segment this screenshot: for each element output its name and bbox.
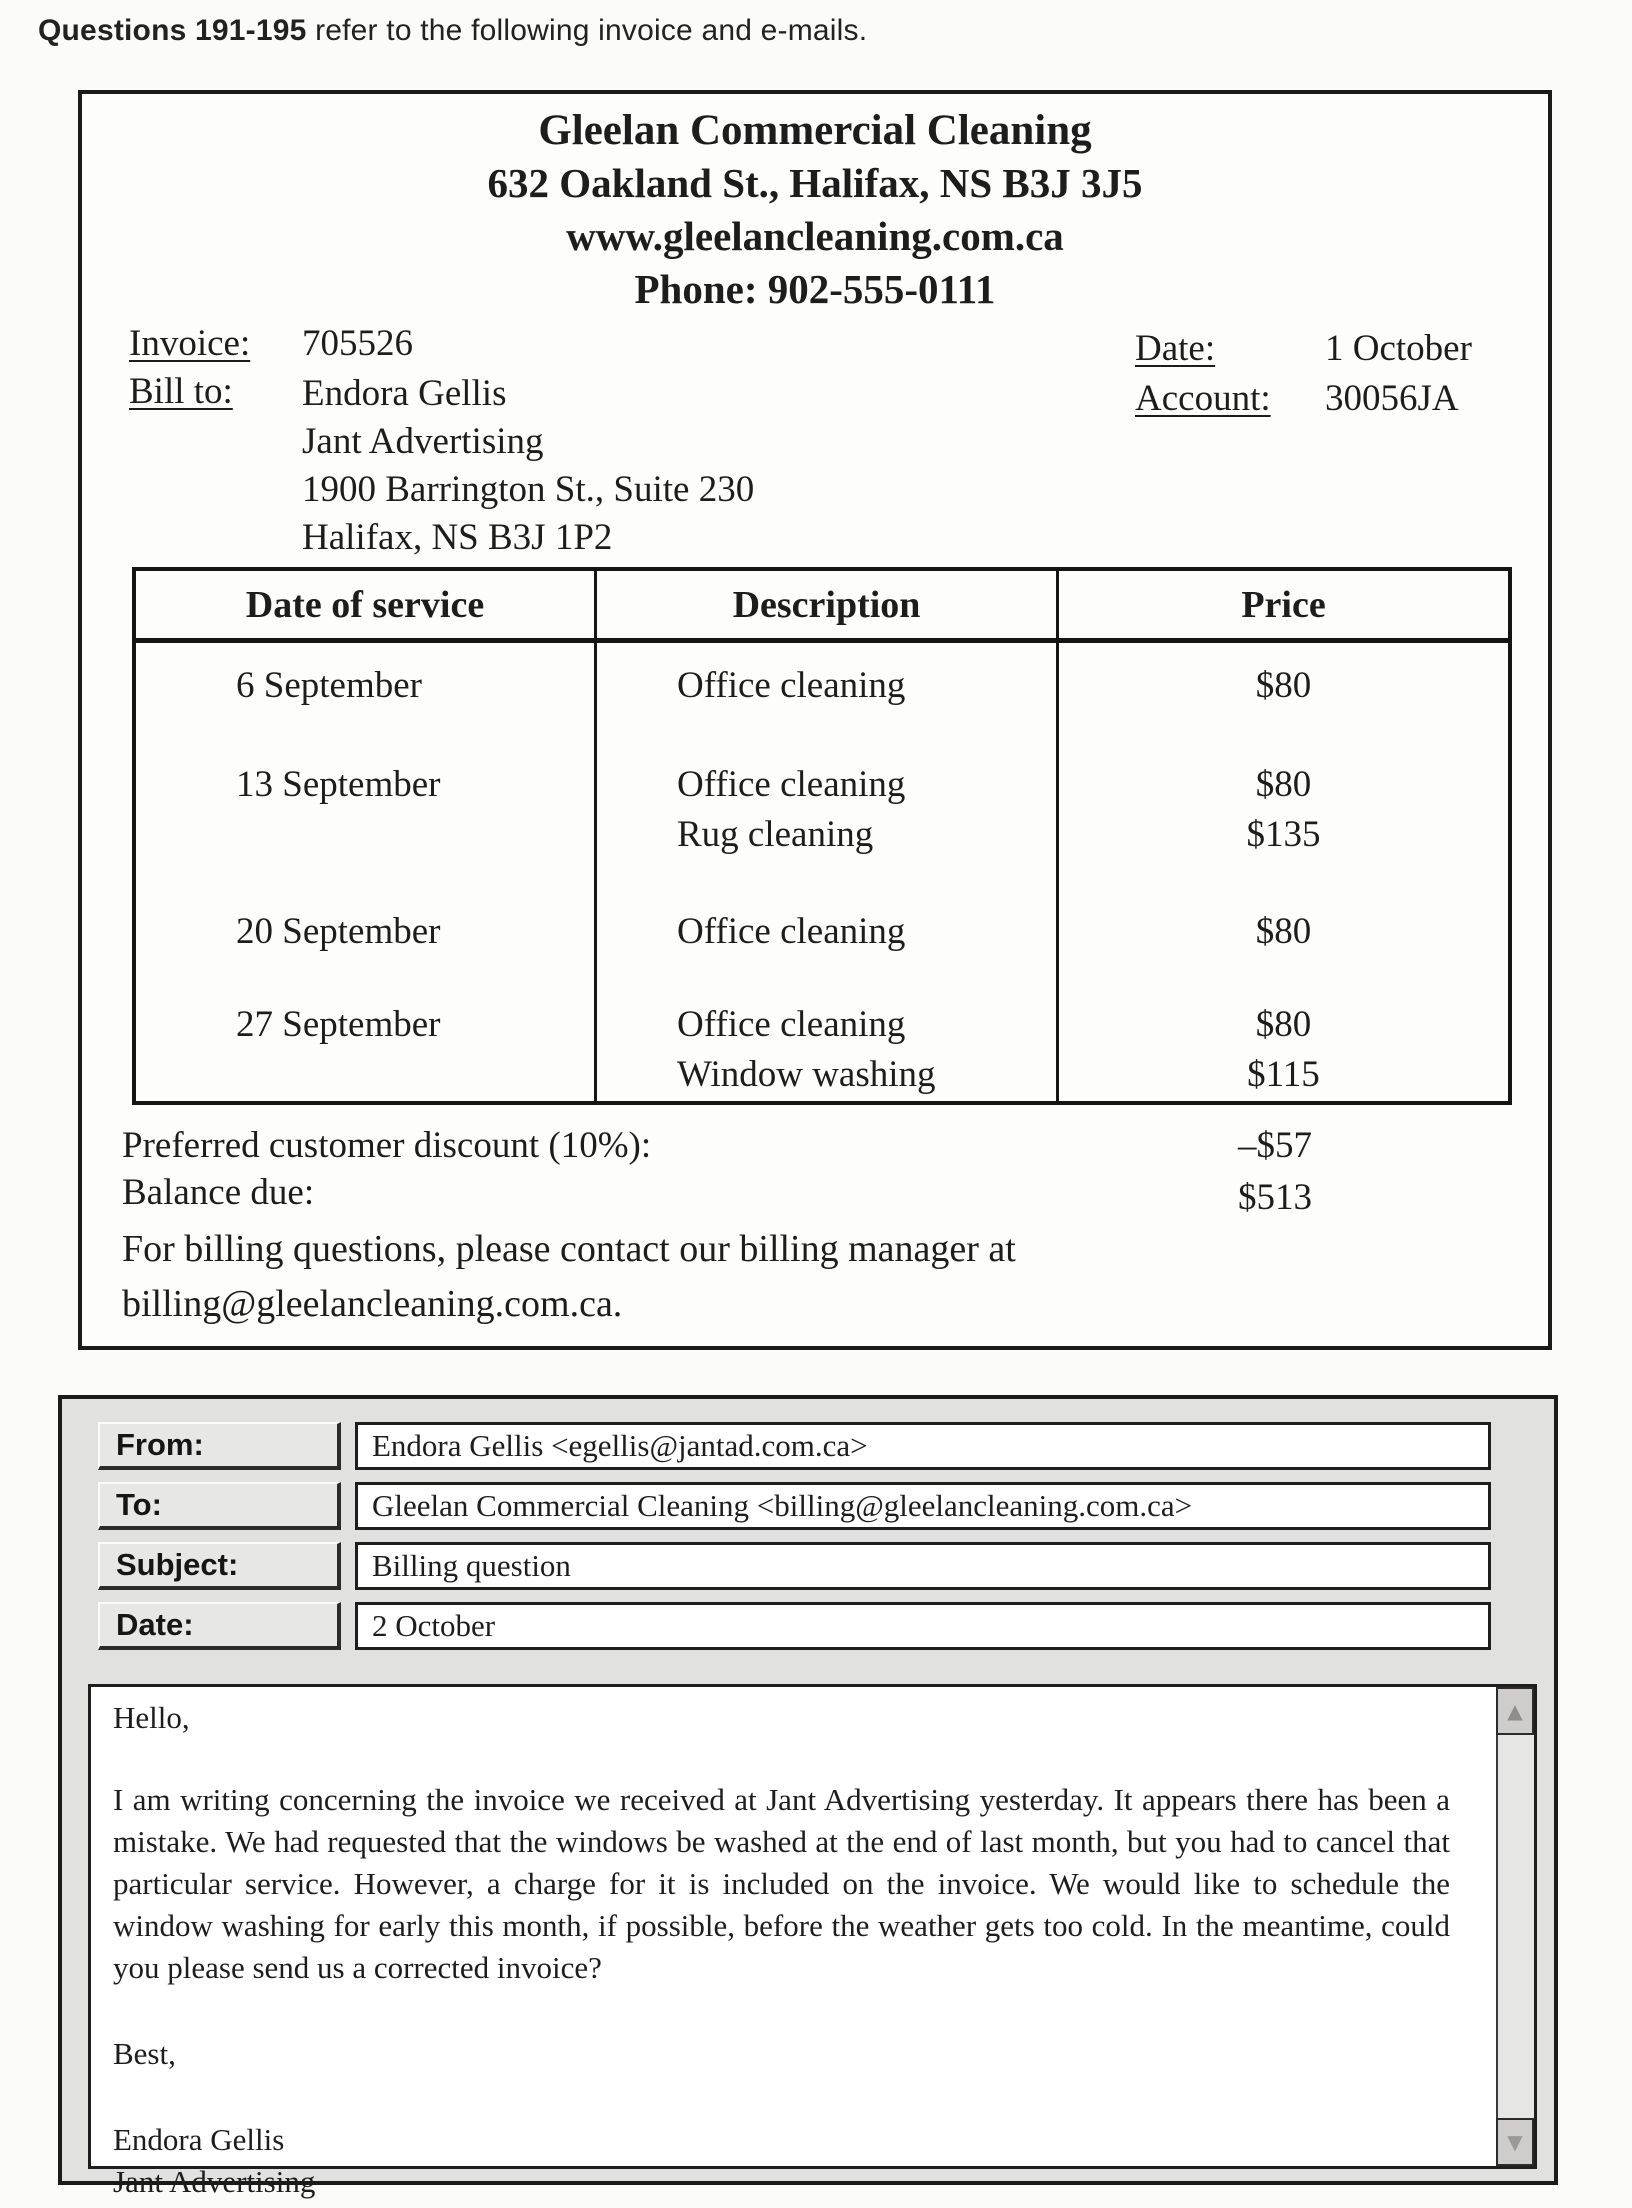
column-header-price: Price <box>1056 571 1508 643</box>
from-label-text: From: <box>116 1427 204 1462</box>
email-greeting: Hello, <box>113 1700 190 1735</box>
subject-label <box>98 1542 341 1590</box>
service-price: $80 <box>1255 1004 1312 1045</box>
service-prices <box>1056 893 1508 978</box>
question-range: Questions 191-195 <box>38 14 307 47</box>
email-paragraph: I am writing concerning the invoice we received at Jant Advertising yesterday. It appears there has been a mistake. We had requested that the windows be washed at the end of last month, but you had to cancel that particular service. However, a charge for it is included on the invoice. We would like to schedule the window washing for early this month, if possible, before the weather gets too cold. In the meantime, could you please send us a corrected invoice? <box>113 1782 1450 1985</box>
company-name: Gleelan Commercial Cleaning <box>538 107 1092 154</box>
service-descriptions <box>594 893 1056 978</box>
to-label-text: To: <box>116 1487 162 1522</box>
invoice-document <box>78 90 1552 1350</box>
company-website: www.gleelancleaning.com.ca <box>566 213 1064 259</box>
bill-to-name: Endora Gellis <box>302 373 507 414</box>
service-description: Office cleaning <box>677 1004 906 1045</box>
service-price: $80 <box>1255 764 1312 805</box>
bill-to-street: 1900 Barrington St., Suite 230 <box>302 469 755 510</box>
subject-label-text: Subject: <box>116 1547 239 1582</box>
service-price: $135 <box>1246 814 1321 855</box>
discount-value: –$57 <box>1238 1125 1312 1166</box>
account-value: 30056JA <box>1325 378 1459 419</box>
account-label: Account: <box>1135 378 1271 419</box>
invoice-number-value: 705526 <box>302 323 413 364</box>
email-window <box>58 1395 1558 2199</box>
balance-due-value: $513 <box>1238 1177 1312 1218</box>
from-label <box>98 1422 341 1470</box>
email-closing: Best, <box>113 2036 176 2071</box>
service-description: Rug cleaning <box>677 814 874 855</box>
service-description: Office cleaning <box>677 764 906 805</box>
question-note: refer to the following invoice and e-mails. <box>306 14 868 47</box>
service-date: 20 September <box>236 911 441 952</box>
invoice-date-label: Date: <box>1135 328 1216 369</box>
company-address: 632 Oakland St., Halifax, NS B3J 3J5 <box>487 160 1143 206</box>
service-price: $80 <box>1255 911 1312 952</box>
date-field[interactable] <box>355 1602 1491 1650</box>
service-prices <box>1056 643 1508 748</box>
subject-field[interactable] <box>355 1542 1491 1590</box>
column-header-description: Description <box>594 571 1056 643</box>
bill-to-company: Jant Advertising <box>302 421 544 462</box>
from-field[interactable] <box>355 1422 1491 1470</box>
balance-due-label: Balance due: <box>122 1172 315 1213</box>
email-signature-company: Jant Advertising <box>113 2164 316 2199</box>
invoice-letterhead <box>82 104 1548 316</box>
email-message-area <box>88 1684 1537 2199</box>
billing-contact-line1: For billing questions, please contact our billing manager at <box>122 1228 1016 1270</box>
service-price: $115 <box>1247 1054 1320 1095</box>
to-field[interactable] <box>355 1482 1491 1530</box>
question-range-heading <box>38 14 867 48</box>
date-label <box>98 1602 341 1650</box>
scrollbar-track[interactable] <box>1496 1687 1534 2166</box>
email-signature-name: Endora Gellis <box>113 2122 285 2157</box>
service-description: Office cleaning <box>677 911 906 952</box>
date-value: 2 October <box>372 1608 496 1643</box>
service-descriptions <box>594 978 1056 1101</box>
to-value: Gleelan Commercial Cleaning <billing@gleelancleaning.com.ca> <box>372 1488 1193 1523</box>
service-description: Window washing <box>677 1054 936 1095</box>
from-value: Endora Gellis <egellis@jantad.com.ca> <box>372 1428 868 1463</box>
service-prices <box>1056 748 1508 893</box>
bill-to-address-block <box>302 370 754 562</box>
to-label <box>98 1482 341 1530</box>
subject-value: Billing question <box>372 1548 571 1583</box>
service-date: 6 September <box>236 665 422 706</box>
bill-to-city: Halifax, NS B3J 1P2 <box>302 517 613 558</box>
service-descriptions <box>594 643 1056 748</box>
service-date: 13 September <box>236 764 441 805</box>
column-header-date: Date of service <box>136 571 594 643</box>
scroll-down-button[interactable] <box>1496 2118 1534 2166</box>
scroll-up-button[interactable] <box>1496 1687 1534 1735</box>
billing-contact-note <box>122 1222 1422 1332</box>
service-prices <box>1056 978 1508 1101</box>
service-description: Office cleaning <box>677 665 906 706</box>
email-message-text <box>91 1687 1494 2199</box>
service-table <box>132 567 1512 1105</box>
service-date: 27 September <box>236 1004 441 1045</box>
arrow-up-icon: ▲ <box>1507 1699 1523 1723</box>
discount-label: Preferred customer discount (10%): <box>122 1125 652 1166</box>
invoice-number-label: Invoice: <box>129 323 251 364</box>
invoice-date-value: 1 October <box>1325 328 1472 369</box>
arrow-down-icon: ▼ <box>1507 2130 1523 2154</box>
service-price: $80 <box>1255 665 1312 706</box>
service-descriptions <box>594 748 1056 893</box>
date-label-text: Date: <box>116 1607 194 1642</box>
billing-contact-email: billing@gleelancleaning.com.ca. <box>122 1283 623 1325</box>
company-phone: Phone: 902-555-0111 <box>634 266 996 312</box>
bill-to-label: Bill to: <box>129 371 233 412</box>
